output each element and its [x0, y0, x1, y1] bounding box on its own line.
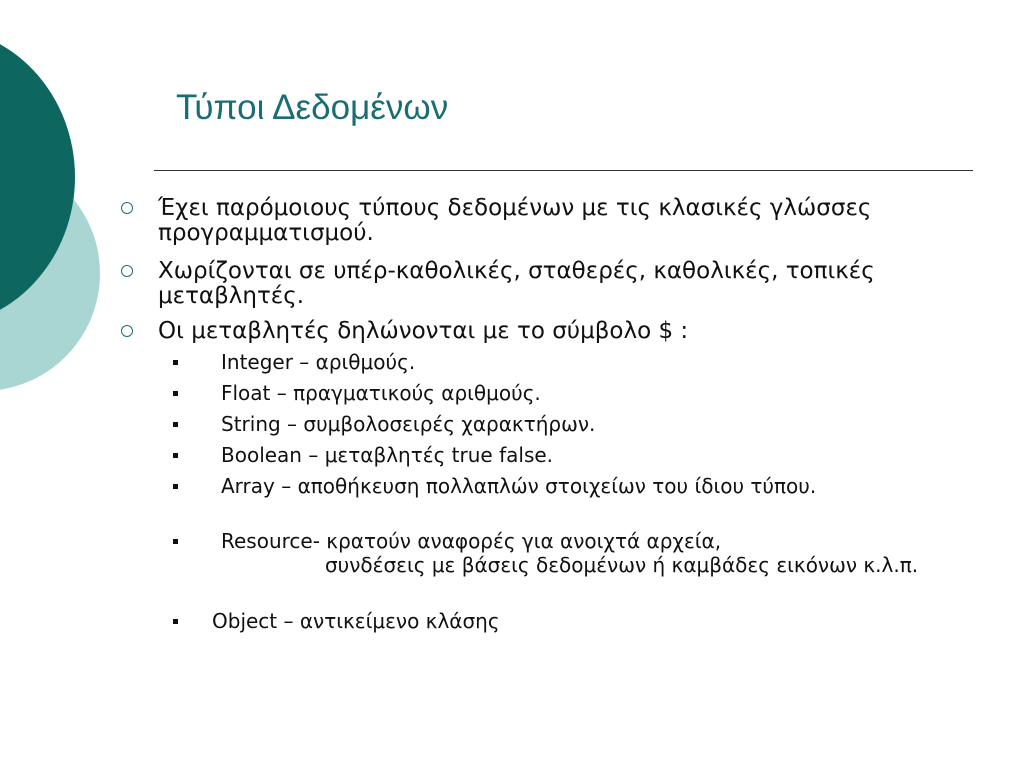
sub-bullet-item — [221, 381, 941, 405]
sub-bullet-text: Array – αποθήκευση πολλαπλών στοιχείων του ίδιου τύπου. — [221, 474, 817, 498]
sub-bullet-continuation: συνδέσεις με βάσεις δεδομένων ή καμβάδες εικόνων κ.λ.π. — [325, 553, 919, 577]
bullet-text: Έχει παρόμοιους τύπους δεδομένων με τις κλασικές γλώσσες προγραμματισμού. — [158, 195, 872, 246]
sub-bullet-item — [221, 443, 941, 467]
square-bullet-icon — [173, 360, 178, 365]
sub-bullet-item — [221, 350, 941, 374]
sub-bullet-text: Float – πραγματικούς αριθμούς. — [221, 381, 541, 405]
slide-title: Τύποι Δεδομένων — [176, 88, 449, 127]
sub-bullet-text: Resource- κρατούν αναφορές για ανοιχτά αρχεία, — [221, 529, 722, 553]
sub-bullet-text: String – συμβολοσειρές χαρακτήρων. — [221, 412, 596, 436]
bullet-item — [158, 259, 938, 309]
hollow-circle-bullet-icon — [121, 265, 133, 277]
sub-bullet-item — [221, 474, 911, 498]
square-bullet-icon — [173, 484, 178, 489]
bullet-item — [158, 319, 938, 344]
square-bullet-icon — [173, 453, 178, 458]
sub-bullet-item — [212, 609, 932, 633]
bullet-text: Χωρίζονται σε υπέρ-καθολικές, σταθερές, καθολικές, τοπικές μεταβλητές. — [158, 258, 875, 309]
square-bullet-icon — [173, 391, 178, 396]
bullet-item — [158, 196, 938, 246]
sub-bullet-item — [221, 412, 941, 436]
sub-bullet-text: Object – αντικείμενο κλάσης — [212, 609, 500, 633]
square-bullet-icon — [173, 539, 178, 544]
square-bullet-icon — [173, 422, 178, 427]
square-bullet-icon — [173, 619, 178, 624]
sub-bullet-item — [221, 529, 941, 577]
hollow-circle-bullet-icon — [121, 325, 133, 337]
bullet-text: Οι μεταβλητές δηλώνονται με το σύμβολο $ : — [158, 318, 689, 344]
sub-bullet-text: Boolean – μεταβλητές true false. — [221, 443, 554, 467]
hollow-circle-bullet-icon — [121, 202, 133, 214]
sub-bullet-text: Integer – αριθμούς. — [221, 350, 416, 374]
